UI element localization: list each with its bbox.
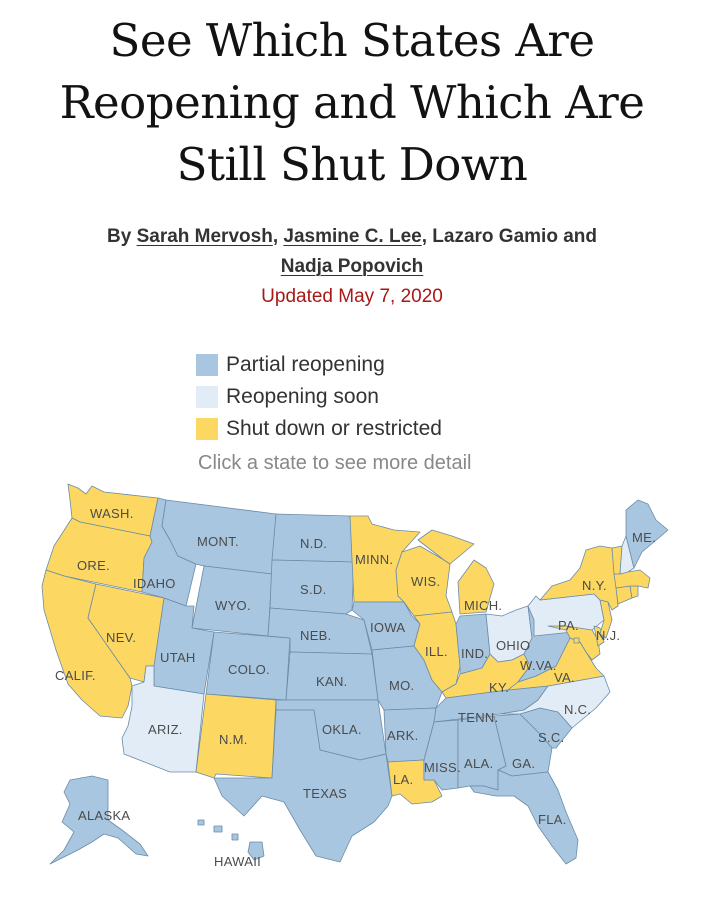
state-label: N.Y. [582, 578, 607, 593]
state-label: PA. [558, 618, 579, 633]
state-label: COLO. [228, 662, 270, 677]
legend-swatch-shut [196, 418, 218, 440]
legend-swatch-soon [196, 386, 218, 408]
map-hint: Click a state to see more detail [198, 452, 472, 474]
state-label: MONT. [197, 534, 239, 549]
byline-separator: and [563, 226, 597, 247]
state-label: ME. [632, 530, 657, 545]
author-link-nadja-popovich[interactable]: Nadja Popovich [280, 256, 424, 277]
headline-line-1: See Which States Are [109, 14, 595, 67]
state-label: NEB. [300, 628, 332, 643]
state-label: WASH. [90, 506, 134, 521]
byline-prefix: By [107, 226, 132, 247]
byline-separator: , [421, 226, 427, 247]
legend-label-partial: Partial reopening [226, 353, 385, 376]
state-label: MISS. [424, 760, 461, 775]
author-lazaro-gamio: Lazaro Gamio [432, 226, 558, 247]
state-label: TENN. [458, 710, 499, 725]
state-label: ARIZ. [148, 722, 183, 737]
headline [0, 10, 704, 196]
legend-label-soon: Reopening soon [226, 385, 379, 408]
state-label: TEXAS [303, 786, 348, 801]
state-label: HAWAII [214, 854, 262, 869]
state-label: FLA. [538, 812, 567, 827]
state-label: GA. [512, 756, 536, 771]
headline-line-3: Still Shut Down [176, 138, 528, 191]
state-label: ALASKA [78, 808, 131, 823]
state-label: KAN. [316, 674, 348, 689]
state-label: N.J. [596, 628, 621, 643]
state-label: IDAHO [133, 576, 176, 591]
us-states-map [0, 470, 704, 910]
author-link-jasmine-c-lee[interactable]: Jasmine C. Lee [283, 226, 422, 247]
byline-separator: , [272, 226, 279, 247]
state-label: LA. [393, 772, 414, 787]
state-label: N.M. [219, 732, 248, 747]
state-label: N.C. [564, 702, 592, 717]
byline [0, 222, 704, 282]
state-label: S.C. [538, 730, 565, 745]
state-label: NEV. [106, 630, 137, 645]
state-label: ORE. [77, 558, 110, 573]
author-link-sarah-mervosh[interactable]: Sarah Mervosh [136, 226, 273, 247]
state-label: WIS. [411, 574, 441, 589]
state-label: ILL. [425, 644, 448, 659]
state-label: VA. [554, 670, 575, 685]
state-label: S.D. [300, 582, 327, 597]
legend-swatch-partial [196, 354, 218, 376]
state-label: MICH. [464, 598, 503, 613]
state-label: MINN. [355, 552, 394, 567]
state-label: OHIO [496, 638, 531, 653]
state-label: UTAH [160, 650, 196, 665]
state-label: WYO. [215, 598, 251, 613]
headline-line-2: Reopening and Which Are [59, 76, 645, 129]
state-label: ARK. [387, 728, 419, 743]
state-label: MO. [389, 678, 415, 693]
legend-label-shut: Shut down or restricted [226, 417, 442, 440]
state-dc[interactable] [574, 638, 579, 643]
state-label: W.VA. [520, 658, 557, 673]
state-label: IOWA [370, 620, 406, 635]
state-connecticut[interactable] [616, 586, 632, 604]
state-label: KY. [489, 680, 510, 695]
updated-timestamp: Updated May 7, 2020 [261, 286, 443, 307]
state-label: CALIF. [55, 668, 96, 683]
state-label: N.D. [300, 536, 328, 551]
state-label: OKLA. [322, 722, 362, 737]
state-label: IND. [461, 646, 489, 661]
state-label: ALA. [464, 756, 494, 771]
